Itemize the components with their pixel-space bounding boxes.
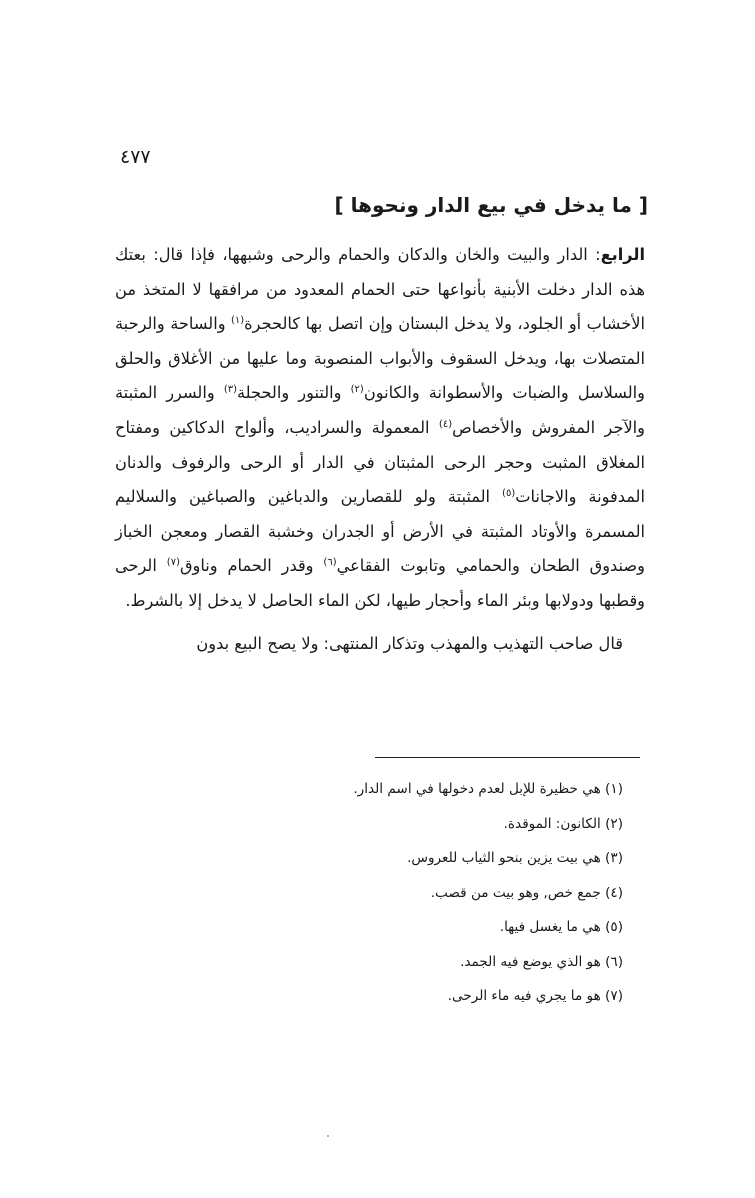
paragraph-2: قال صاحب التهذيب والمهذب وتذكار المنتهى: ولا يصح البيع بدون [196,633,623,653]
footnote-divider [375,757,640,758]
text-segment: وقدر الحمام وناوق [179,556,324,576]
footnote-ref-1[interactable]: (١) [230,315,245,327]
text-segment: والتنور والحجلة [237,383,351,403]
text-segment: المعمولة والسراديب، وألواح الدكاكين ومفتاح المغلاق المثبت وحجر الرحى المثبتان في الدار أو الرحى والرفوف والدنان المدفونة والاجانات [115,417,645,507]
footnote-item: (٤) جمع خص, وهو بيت من قصب. [430,884,623,901]
lead-word: الرابع [600,245,645,264]
footnote-ref-6[interactable]: (٦) [323,557,337,569]
footnote-item: (٣) هي بيت يزين بنحو الثياب للعروس. [407,850,623,866]
text-segment: والساحة والرحبة المتصلات بها، ويدخل السقوف والأبواب المنصوبة وما عليها من الأغلاق والحلق والسلاسل والضبات والأسطوانة والكانون [115,314,645,403]
text-segment: الرحى وقطبها ودولابها وبئر الماء وأحجار طيها، لكن الماء الحاصل لا يدخل إلا بالشرط. [115,556,645,610]
text-segment: والسرر المثبتة والآجر المفروش والأخصاص [115,383,645,437]
footnote-ref-4[interactable]: (٤) [438,418,453,430]
footnotes-list [123,772,623,1014]
footnote-ref-3[interactable]: (٣) [223,384,237,396]
footnote-item: (٧) هو ما يجري فيه ماء الرحى. [447,988,623,1004]
paragraph-1 [115,238,645,619]
footnote-item: (٢) الكانون: الموقدة. [503,815,623,832]
footnote-item: (١) هي حظيرة للإبل لعدم دخولها في اسم الدار. [353,781,623,797]
section-title: [ ما يدخل في بيع الدار ونحوها ] [334,193,648,217]
footnote-ref-7[interactable]: (٧) [166,557,180,569]
scan-speck [327,1135,329,1137]
footnote-ref-5[interactable]: (٥) [502,488,516,500]
text-segment: : الدار والبيت والخان والدكان والحمام والرحى وشبهها، فإذا قال: بعتك هذه الدار دخلت الأبنية بأنواعها حتى الحمام المعدود من مرافقها لا المتخذ من الأخشاب أو الجلود، ولا يدخل البستان وإن اتصل بها كالحجرة [115,245,645,334]
footnote-ref-2[interactable]: (٢) [350,384,364,396]
footnote-item: (٦) هو الذي يوضع فيه الجمد. [460,953,623,970]
main-text [115,238,645,661]
text-segment: المثبتة ولو للقصارين والدباغين والصباغين والسلاليم المسمرة والأوتاد المثبتة في الأرض أو الجدران وخشبة القصار ومعجن الخباز وصندوق الطحان والحمامي وتابوت الفقاعي [115,487,645,576]
footnote-item: (٥) هي ما يغسل فيها. [499,919,623,935]
page-number: ٤٧٧ [120,146,151,168]
